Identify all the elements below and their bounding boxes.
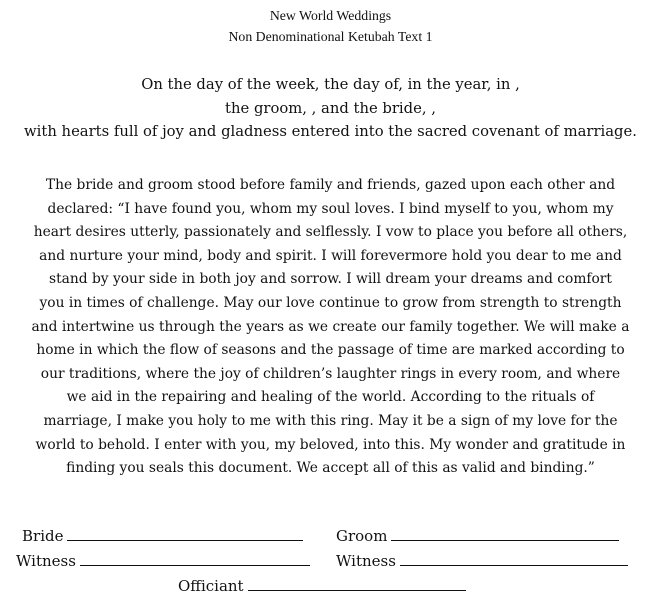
document-subtitle: Non Denominational Ketubah Text 1 xyxy=(228,30,433,45)
officiant-signature-label: Officiant xyxy=(178,577,244,595)
officiant-signature xyxy=(178,576,466,596)
vows-paragraph xyxy=(0,174,661,481)
vows-line: you in times of challenge. May our love continue to grow from strength to strength xyxy=(39,294,622,311)
vows-line: declared: “I have found you, whom my soul loves. I bind myself to you, whom my xyxy=(47,200,614,217)
witness-1-signature xyxy=(16,551,310,571)
intro-line: On the day of the week, the day of, in the year, in , xyxy=(141,75,520,93)
vows-line: The bride and groom stood before family and friends, gazed upon each other and xyxy=(45,177,616,193)
officiant-signature-line xyxy=(248,576,466,591)
witness-1-signature-line xyxy=(80,551,310,566)
vows-line: and nurture your mind, body and spirit. I will forevermore hold you dear to me and xyxy=(39,247,622,264)
witness-2-signature-label: Witness xyxy=(336,552,396,570)
bride-signature-line xyxy=(67,526,303,541)
groom-signature-label: Groom xyxy=(336,527,388,545)
vows-line: and intertwine us through the years as we create our family together. We will make a xyxy=(31,318,630,335)
vows-line: our traditions, where the joy of children’s laughter rings in every room, and where xyxy=(40,365,621,382)
witness-2-signature-line xyxy=(400,551,628,566)
vows-line: world to behold. I enter with you, my beloved, into this. My wonder and gratitude in xyxy=(35,436,626,453)
intro-line: the groom, , and the bride, , xyxy=(225,98,436,117)
witness-2-signature xyxy=(336,551,628,571)
vows-line: stand by your side in both joy and sorrow. I will dream your dreams and comfort xyxy=(49,271,612,288)
groom-signature xyxy=(336,526,619,546)
vows-line: we aid in the repairing and healing of the world. According to the rituals of xyxy=(66,389,595,406)
vows-line: finding you seals this document. We accept all of this as valid and binding.” xyxy=(66,460,595,477)
document-header xyxy=(0,6,661,48)
groom-signature-line xyxy=(391,526,619,541)
intro-paragraph xyxy=(0,73,661,144)
vows-line: marriage, I make you holy to me with this ring. May it be a sign of my love for the xyxy=(43,412,618,429)
bride-signature xyxy=(22,526,303,546)
intro-line: with hearts full of joy and gladness entered into the sacred covenant of marriage. xyxy=(24,122,637,140)
witness-1-signature-label: Witness xyxy=(16,552,76,570)
vows-line: home in which the flow of seasons and the passage of time are marked according to xyxy=(36,342,625,359)
company-name: New World Weddings xyxy=(269,9,392,24)
vows-line: heart desires utterly, passionately and selflessly. I vow to place you before all others, xyxy=(33,224,628,241)
bride-signature-label: Bride xyxy=(22,527,64,545)
